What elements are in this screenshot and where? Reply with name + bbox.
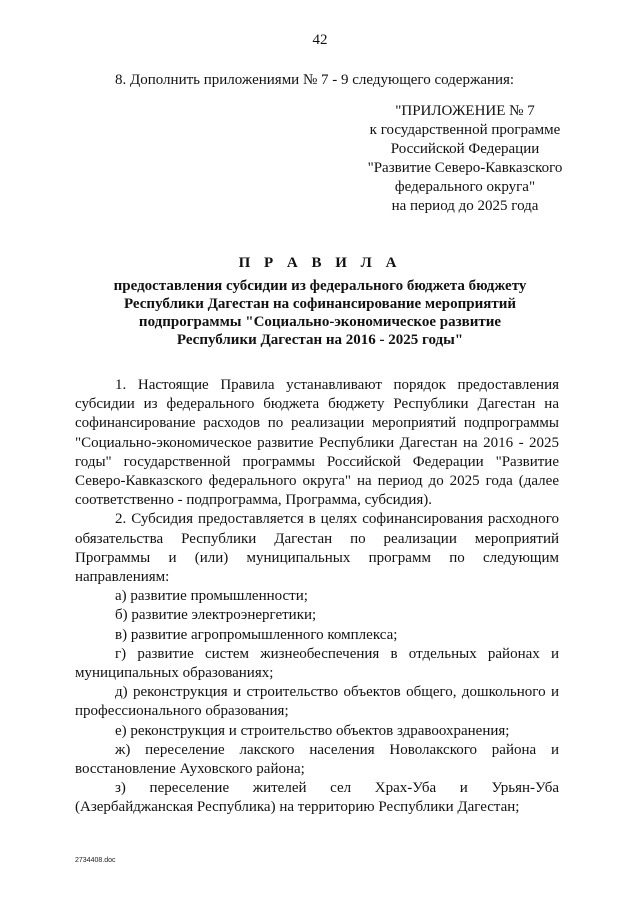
list-item: е) реконструкция и строительство объектов здравоохранения; [115, 722, 510, 739]
intro-line: 8. Дополнить приложениями № 7 - 9 следующего содержания: [115, 72, 515, 88]
subtitle-line: подпрограммы "Социально-экономическое развитие [138, 314, 502, 330]
subtitle-line: Республики Дагестан на софинансирование мероприятий [123, 296, 517, 312]
list-item: а) развитие промышленности; [115, 588, 308, 605]
appendix-block [340, 102, 590, 216]
list-item: г) развитие систем жизнеобеспечения в отдельных районах и муниципальных образованиях; [75, 645, 559, 682]
paragraph-2: 2. Субсидия предоставляется в целях софинансирования расходного обязательства Республики Дагестан по реализации мероприятий Программы и (или) муниципальных программ по следующим направлениям: [75, 511, 559, 586]
subtitle-line: Республики Дагестан на 2016 - 2025 годы" [176, 332, 464, 348]
body-text [75, 376, 559, 818]
list-item: з) переселение жителей сел Храх-Уба и Урьян-Уба (Азербайджанская Республика) на территорию Республики Дагестан; [75, 780, 559, 816]
appendix-line: на период до 2025 года [391, 198, 539, 214]
rules-heading: П Р А В И Л А [238, 255, 402, 271]
list-item: ж) переселение лакского населения Новолакского района и восстановление Ауховского района; [75, 741, 559, 778]
list-item: д) реконструкция и строительство объектов общего, дошкольного и профессионального образования; [75, 684, 559, 720]
appendix-line: Российской Федерации [390, 141, 540, 157]
subtitle-line: предоставления субсидии из федерального бюджета бюджету [113, 278, 527, 294]
paragraph-1: 1. Настоящие Правила устанавливают порядок предоставления субсидии из федерального бюджета бюджету Республики Дагестан на софинансирование расходов по реализации мероприятий подпрограммы "Социально-экономическое развитие Республики Дагестан на 2016 - 2025 годы" государственной программы Российской Федерации "Развитие Северо-Кавказского федерального округа" на период до 2025 года (далее соответственно - подпрограмма, Программа, субсидия). [75, 377, 559, 509]
page-number: 42 [312, 32, 328, 48]
rules-subtitle [0, 277, 640, 349]
appendix-line: "Развитие Северо-Кавказского [367, 160, 563, 176]
list-item: б) развитие электроэнергетики; [115, 607, 317, 624]
appendix-line: федерального округа" [394, 179, 536, 195]
footer-file-code: 2734408.doc [75, 857, 116, 864]
appendix-line: к государственной программе [369, 122, 561, 138]
list-item: в) развитие агропромышленного комплекса; [115, 626, 398, 643]
appendix-title: "ПРИЛОЖЕНИЕ № 7 [395, 103, 535, 119]
